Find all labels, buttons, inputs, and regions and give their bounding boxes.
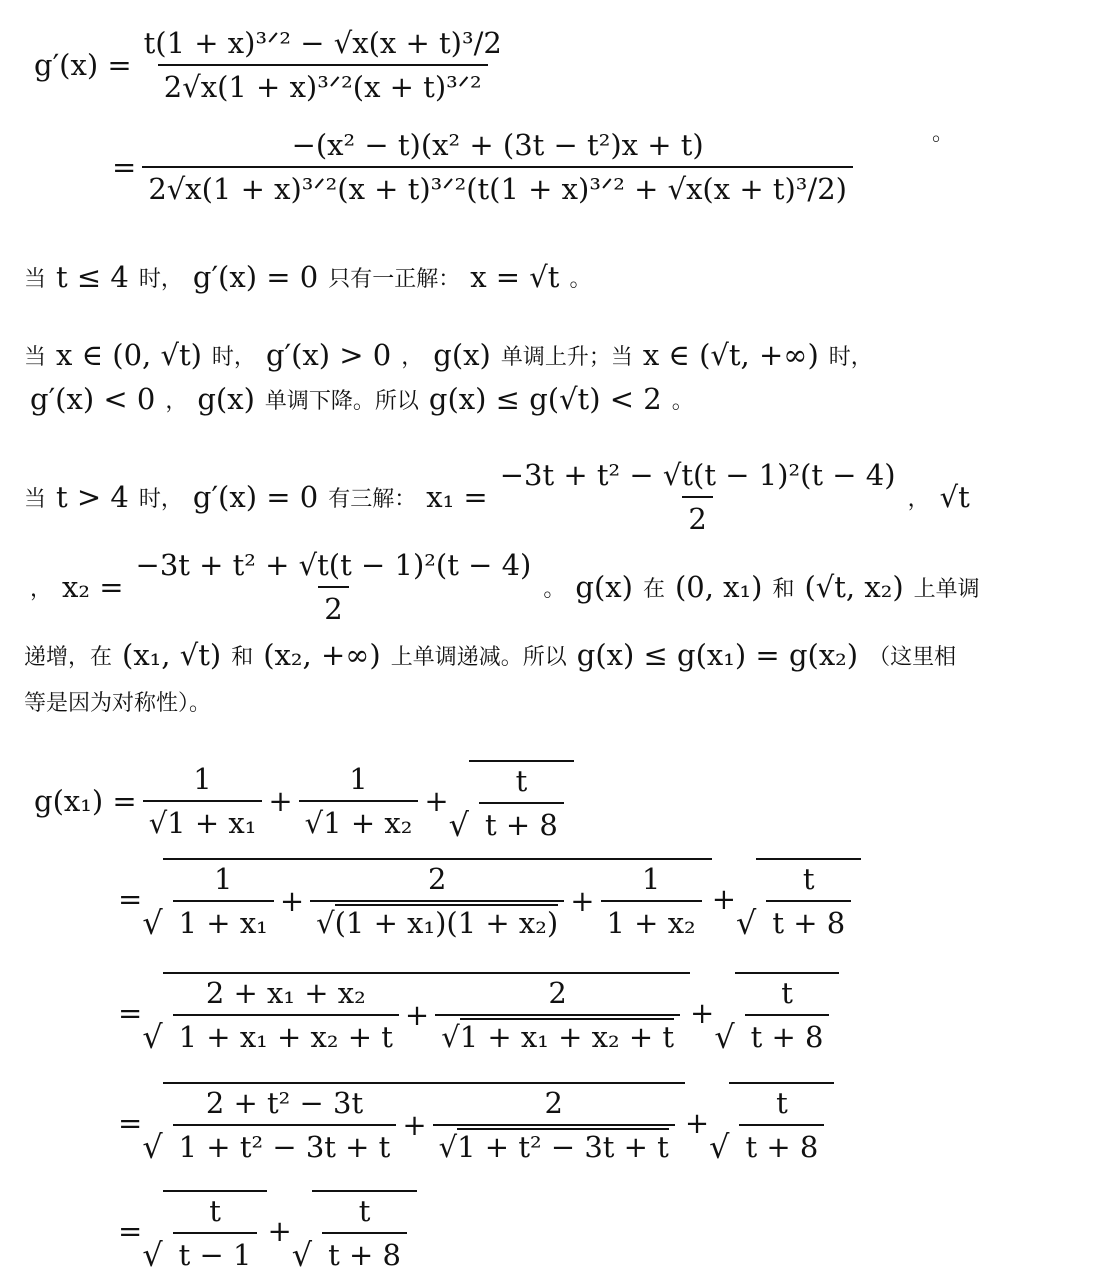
- eq2-l2-c-den: 1 + x₂: [601, 900, 702, 940]
- p3-w: g(x) ≤ g(x₁) = g(x₂): [576, 638, 859, 672]
- eq1-frac2: [142, 128, 853, 206]
- eq2-l5-frac-a: [173, 1194, 258, 1272]
- radical-icon: √: [441, 1020, 460, 1054]
- p3-frac2: [130, 548, 538, 626]
- eq2-l3-a-num: 2 + x₁ + x₂: [205, 976, 366, 1010]
- p2-e: ，: [401, 344, 424, 370]
- eq2-l2-sqrt2: [736, 858, 861, 943]
- eq1-lhs: g′(x) =: [34, 48, 132, 82]
- p3-h: √t: [939, 480, 970, 514]
- eq2-l2-c-num: 1: [641, 862, 661, 896]
- p3-c: 时，: [138, 486, 183, 512]
- p2-l: g(x): [197, 382, 255, 416]
- eq2-plus: +: [684, 1106, 710, 1140]
- eq1-line1: [34, 26, 514, 104]
- eq2-plus: +: [690, 996, 715, 1030]
- radical-icon: √: [316, 906, 335, 940]
- p3-s: (x₁, √t): [122, 638, 222, 672]
- eq1-period: 。: [932, 121, 955, 146]
- eq2-line3: [118, 972, 839, 1057]
- eq2-l1-a-den: √1 + x₁: [143, 800, 263, 840]
- eq2-l2-frac-c: [601, 862, 702, 940]
- p2-b: x ∈ (0, √t): [56, 338, 202, 372]
- eq2-l4-c-den: t + 8: [739, 1124, 824, 1164]
- p2-o: 。: [671, 388, 694, 414]
- eq2-eq: =: [118, 882, 143, 916]
- radical-icon: √: [142, 904, 163, 943]
- eq2-l2-frac-b: [310, 862, 564, 940]
- radical-icon: √: [709, 1128, 730, 1167]
- eq2-l1-a-num: 1: [193, 762, 212, 796]
- eq2-plus: +: [404, 998, 430, 1032]
- eq2-l1-c-den: t + 8: [479, 802, 564, 842]
- eq2-l1-b-den: √1 + x₂: [299, 800, 419, 840]
- eq2-l3-frac-a: [173, 976, 399, 1054]
- p2-n: g(x) ≤ g(√t) < 2: [428, 382, 662, 416]
- p3-d: g′(x) = 0: [192, 480, 319, 514]
- eq2-l3-c-num: t: [781, 976, 793, 1010]
- eq2-l2-frac-d: [766, 862, 851, 940]
- eq2-l4-b-den-wrap: [433, 1124, 675, 1164]
- p3-line2: [30, 548, 980, 626]
- eq2-l4-frac-b: [433, 1086, 675, 1164]
- radical-icon: √: [714, 1018, 735, 1057]
- p2-j: g′(x) < 0: [30, 382, 156, 416]
- eq2-l4-frac-c: [739, 1086, 824, 1164]
- p1-g: 。: [569, 266, 592, 292]
- eq2-l2-b-den: (1 + x₁)(1 + x₂): [334, 906, 559, 940]
- p3-q: 上单调: [913, 576, 980, 602]
- eq2-l4-a-num: 2 + t² − 3t: [205, 1086, 364, 1120]
- eq2-line5: [118, 1190, 417, 1275]
- p2-m: 单调下降。所以: [264, 388, 419, 414]
- radical-icon: √: [448, 806, 469, 845]
- p2-line2: [30, 382, 694, 416]
- eq2-l2-b-num: 2: [427, 862, 447, 896]
- p3-num2: −3t + t² + √t(t − 1)²(t − 4): [135, 548, 532, 582]
- eq2-l2-b-den-wrap: [310, 900, 564, 940]
- radical-icon: √: [142, 1018, 163, 1057]
- eq2-l5-b-den: t + 8: [322, 1232, 407, 1272]
- eq2-l3-frac-c: [745, 976, 830, 1054]
- p2-g: 单调上升；当: [500, 344, 633, 370]
- p2-c: 时，: [211, 344, 256, 370]
- eq2-l2-d-num: t: [802, 862, 815, 896]
- p3-n: (0, x₁): [674, 570, 763, 604]
- p3-x: （这里相: [868, 644, 957, 670]
- eq2-plus: +: [402, 1108, 427, 1142]
- p3-num1: −3t + t² − √t(t − 1)²(t − 4): [499, 458, 896, 492]
- p3-f: x₁ =: [426, 480, 488, 514]
- eq2-l4-sqrt: [142, 1082, 685, 1167]
- eq1-num1: t(1 + x)³ᐟ² − √x(x + t)³/2: [143, 26, 502, 60]
- p1: [24, 260, 591, 294]
- eq2-plus: +: [570, 884, 595, 918]
- p2-a: 当: [24, 344, 47, 370]
- eq2-l3-frac-b: [435, 976, 680, 1054]
- p3-j: x₂ =: [62, 570, 124, 604]
- eq2-line4: [118, 1082, 834, 1167]
- eq1-num2: −(x² − t)(x² + (3t − t²)x + t): [291, 128, 704, 162]
- p2-h: x ∈ (√t, +∞): [642, 338, 819, 372]
- p2-k: ，: [165, 388, 188, 414]
- p3-e: 有三解：: [328, 486, 417, 512]
- p3-line3: [24, 638, 956, 672]
- eq2-l1-b-num: 1: [349, 762, 368, 796]
- eq2-l3-sqrt2: [714, 972, 839, 1057]
- eq2-l2-a-num: 1: [214, 862, 233, 896]
- eq2-line2: [118, 858, 861, 943]
- radical-icon: √: [291, 1236, 313, 1275]
- eq2-l5-sqrt: [142, 1190, 267, 1275]
- eq2-l3-b-den: 1 + x₁ + x₂ + t: [459, 1020, 674, 1054]
- eq2-l5-sqrt2: [291, 1190, 417, 1275]
- eq2-l2-sqrt: [142, 858, 711, 943]
- eq2-line1: [34, 760, 574, 845]
- eq2-plus: +: [424, 784, 449, 818]
- p3-l: g(x): [575, 570, 633, 604]
- eq2-l5-b-num: t: [358, 1194, 371, 1228]
- eq1-den1: 2√x(1 + x)³ᐟ²(x + t)³ᐟ²: [158, 64, 488, 104]
- p3-p: (√t, x₂): [804, 570, 904, 604]
- eq2-l4-b-den: 1 + t² − 3t + t: [457, 1130, 669, 1164]
- p1-b: t ≤ 4: [56, 260, 129, 294]
- radical-icon: √: [142, 1128, 163, 1167]
- p3-den1: 2: [682, 496, 712, 536]
- eq2-l4-c-num: t: [776, 1086, 788, 1120]
- p3-u: (x₂, +∞): [263, 638, 381, 672]
- p2-d: g′(x) > 0: [265, 338, 392, 372]
- eq2-l1-frac-a: [143, 762, 263, 840]
- eq2-l3-b-num: 2: [548, 976, 567, 1010]
- radical-icon: √: [438, 1130, 458, 1164]
- p1-d: g′(x) = 0: [192, 260, 319, 294]
- p3-a: 当: [24, 486, 47, 512]
- radical-icon: √: [736, 904, 757, 943]
- radical-icon: √: [142, 1236, 163, 1275]
- eq2-eq: =: [118, 1214, 143, 1248]
- eq2-l4-frac-a: [173, 1086, 397, 1164]
- p2-i: 时，: [828, 344, 873, 370]
- eq2-l3-a-den: 1 + x₁ + x₂ + t: [173, 1014, 399, 1054]
- p2-line1: [24, 338, 873, 372]
- eq1-den2: 2√x(1 + x)³ᐟ²(x + t)³ᐟ²(t(1 + x)³ᐟ² + √x(x + t)³/2): [142, 166, 853, 206]
- p3-b: t > 4: [56, 480, 129, 514]
- eq2-l1-frac-c: [479, 764, 564, 842]
- p3-r: 递增，在: [24, 644, 113, 670]
- p3-g: ，: [907, 486, 930, 512]
- eq2-l2-a-den: 1 + x₁: [173, 900, 274, 940]
- eq2-l2-frac-a: [173, 862, 274, 940]
- p3-k: 。: [543, 576, 566, 602]
- eq2-plus: +: [268, 784, 293, 818]
- eq2-l1-sqrt: [448, 760, 574, 845]
- eq1-frac1: [138, 26, 508, 104]
- eq2-l3-sqrt: [142, 972, 690, 1057]
- p3-i: ，: [30, 576, 53, 602]
- eq2-plus: +: [711, 882, 736, 916]
- eq2-l1-lhs: g(x₁) =: [34, 784, 137, 818]
- eq2-l3-c-den: t + 8: [745, 1014, 830, 1054]
- eq2-l2-d-den: t + 8: [766, 900, 851, 940]
- p3-line1: [24, 458, 970, 536]
- eq1-eq: =: [112, 150, 137, 184]
- eq2-plus: +: [279, 884, 305, 918]
- eq2-l1-c-num: t: [515, 764, 528, 798]
- p3-line4: 等是因为对称性）。: [24, 691, 212, 716]
- p3-v: 上单调递减。所以: [390, 644, 567, 670]
- eq2-l5-a-den: t − 1: [173, 1232, 258, 1272]
- eq2-plus: +: [267, 1214, 292, 1248]
- eq2-eq: =: [118, 996, 143, 1030]
- eq2-l5-frac-b: [322, 1194, 407, 1272]
- p3-o: 和: [772, 576, 795, 602]
- p1-f: x = √t: [470, 260, 560, 294]
- p1-e: 只有一正解：: [328, 266, 461, 292]
- p3-frac1: [494, 458, 902, 536]
- eq2-l1-frac-b: [299, 762, 419, 840]
- eq2-l4-b-num: 2: [544, 1086, 563, 1120]
- eq2-eq: =: [118, 1106, 143, 1140]
- p3-den2: 2: [318, 586, 348, 626]
- p3-m: 在: [642, 576, 665, 602]
- eq2-l4-sqrt2: [709, 1082, 834, 1167]
- p3-t: 和: [231, 644, 254, 670]
- p2-f: g(x): [433, 338, 491, 372]
- eq2-l5-a-num: t: [209, 1194, 221, 1228]
- eq2-l4-a-den: 1 + t² − 3t + t: [173, 1124, 397, 1164]
- p1-c: 时，: [138, 266, 183, 292]
- p1-a: 当: [24, 266, 47, 292]
- eq1-line2: [112, 128, 859, 206]
- eq2-l3-b-den-wrap: [435, 1014, 680, 1054]
